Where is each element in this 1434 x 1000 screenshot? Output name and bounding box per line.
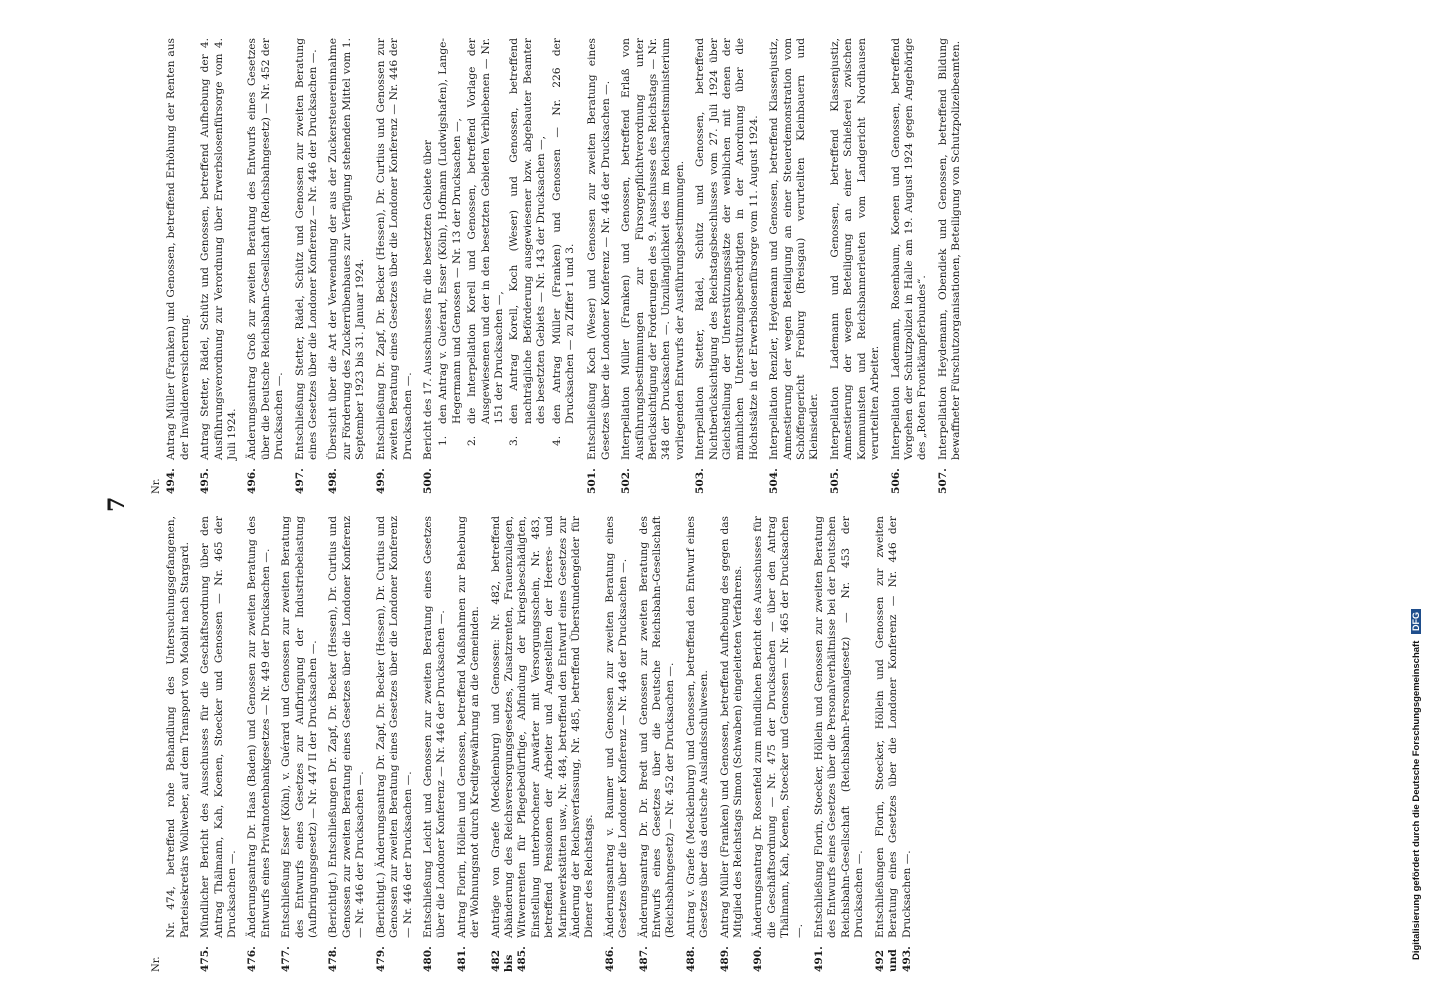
entry-text: Entschließung Stetter, Rädel, Schütz und Genossen zur zweiten Beratung eines Gesetzes über die Londoner Konferenz — Nr. 446 der Drucksachen —. xyxy=(293,38,320,460)
list-item xyxy=(165,38,192,494)
entry-number: 502. xyxy=(620,468,633,494)
list-item xyxy=(327,38,367,494)
list-item xyxy=(874,516,914,972)
list-item xyxy=(327,516,367,972)
entry-number: 495. xyxy=(199,468,212,494)
entry-number: 500. xyxy=(421,468,434,494)
entry-text: Nr. 474, betreffend rohe Behandlung des Untersuchungsgefangenen, Parteisekretärs Wollweber, auf dem Transport von Moabit nach Stargard. xyxy=(165,516,191,938)
entry-text: Bericht des 17. Ausschusses für die besetzten Gebiete über xyxy=(421,139,434,460)
entry-text: Übersicht über die Art der Verwendung der aus der Zuckersteuereinnahme zur Förderung des Zuckerrübenbaues zur Verfügung stehenden Mittel vom 1. September 1923 bis 31. Januar 1924. xyxy=(327,38,367,460)
entry-text: Antrag v. Graefe (Mecklenburg) und Genossen, betreffend den Entwurf eines Gesetzes über das deutsche Auslandsschulwesen. xyxy=(684,516,711,938)
list-item xyxy=(422,38,579,494)
entry-text: Änderungsantrag Groß zur zweiten Beratung des Entwurfs eines Gesetzes über die Deutsche Reichsbahn-Gesellschaft (Reichsbahngesetz) — Nr. 452 der Drucksachen —. xyxy=(246,38,286,460)
list-item xyxy=(294,38,321,494)
entry-number: 477. xyxy=(280,946,293,972)
sub-item-text: den Antrag v. Guérard, Esser (Köln), Hofmann (Ludwigshafen), Lange-Hegermann und Genossen — Nr. 13 der Drucksachen —, xyxy=(437,38,463,424)
entry-text: (Berichtigt.) Änderungsantrag Dr. Zapf, Dr. Becker (Hessen), Dr. Curtius und Genossen zur zweiten Beratung eines Gesetzes über die Londoner Konferenz — Nr. 446 der Drucksachen —. xyxy=(374,516,414,938)
entry-body xyxy=(937,38,964,460)
entry-body xyxy=(638,516,678,938)
entry-body xyxy=(375,516,415,938)
entry-text: Antrag Stetter, Rädel, Schütz und Genossen, betreffend Aufhebung der 4. Ausführungsverordnung zur Verordnung über Erwerbslosenfürsorge vom 4. Juli 1924. xyxy=(199,38,239,460)
entry-number: 506. xyxy=(889,468,902,494)
entry-number: 501. xyxy=(586,468,599,494)
entry-body xyxy=(752,516,806,938)
left-entry-list xyxy=(165,516,914,972)
entry-number: 476. xyxy=(246,946,259,972)
entry-text: Entschließungen Florin, Stoecker, Höllein und Genossen zur zweiten Beratung eines Gesetzes über die Londoner Konferenz — Nr. 446 der Drucksachen —. xyxy=(873,516,913,938)
right-entry-list xyxy=(165,38,963,494)
entry-number: 487. xyxy=(637,946,650,972)
entry-number: 482 bis 485. xyxy=(489,946,529,972)
entry-text: Interpellation Lademann und Genossen, betreffend Klassenjustiz, Amnestierung der wegen Beteiligung an einer Schießerei zwischen Kommunisten und Reichsbannerleuten vom Landgericht Nordhausen verurteilten Arbeiter. xyxy=(828,38,882,460)
list-item xyxy=(620,38,687,494)
entry-body xyxy=(422,516,449,938)
entry-number: 498. xyxy=(327,468,340,494)
list-item xyxy=(199,516,239,972)
entry-body xyxy=(294,38,321,460)
list-item xyxy=(422,516,449,972)
sub-item-text: den Antrag Müller (Franken) und Genossen — Nr. 226 der Drucksachen — zu Ziffer 1 und 3. xyxy=(550,38,576,424)
list-item xyxy=(813,516,867,972)
entry-number: 490. xyxy=(752,946,765,972)
page-content xyxy=(150,37,1350,972)
entry-text: Änderungsantrag Dr. Dr. Bredt und Genossen zur zweiten Beratung des Entwurfs eines Gesetzes über die Deutsche Reichsbahn-Gesellschaft (Reichsbahngesetz) — Nr. 452 der Drucksachen —. xyxy=(637,516,677,938)
entry-body xyxy=(422,38,579,460)
entry-body xyxy=(874,516,914,938)
sub-item xyxy=(437,38,464,446)
entry-number: 481. xyxy=(455,946,468,972)
entry-text: Änderungsantrag Dr. Rosenfeld zum mündlichen Bericht des Ausschusses für die Geschäftsordnung — Nr. 475 der Drucksachen — über den Antrag Thälmann, Kah, Koenen, Stoecker und Genossen — Nr. 465 der Drucksachen —. xyxy=(752,516,805,938)
entry-number xyxy=(165,938,192,972)
sub-item xyxy=(508,38,548,446)
sub-item-number: 4. xyxy=(550,435,563,446)
list-item xyxy=(375,516,415,972)
entry-text: Entschließung Esser (Köln), v. Guérard und Genossen zur zweiten Beratung des Entwurfs eines Gesetzes zur Aufbringung der Industriebelastung (Aufbringungsgesetz) — Nr. 447 II der Drucksachen —. xyxy=(280,516,320,938)
entry-body xyxy=(246,516,273,938)
entry-body xyxy=(165,38,192,460)
entry-text: Entschließung Florin, Stoecker, Höllein und Genossen zur zweiten Beratung des Entwurfs eines Gesetzes über die Personalverhältnisse bei der Deutschen Reichsbahn-Gesellschaft (Reichsbahn-Personalgesetz) — Nr. 453 der Drucksachen —. xyxy=(813,516,866,938)
entry-number: 496. xyxy=(246,468,259,494)
list-item xyxy=(638,516,678,972)
left-column xyxy=(150,516,921,972)
entry-number: 507. xyxy=(936,468,949,494)
sub-item-text: den Antrag Korell, Koch (Weser) und Genossen, betreffend nachträgliche Beförderung ausgewiesener bzw. abgebauter Beamter des besetzten Gebiets — Nr. 143 der Drucksachen —, xyxy=(508,38,548,424)
entry-body xyxy=(685,516,712,938)
right-column xyxy=(150,38,971,494)
list-item xyxy=(752,516,806,972)
list-item xyxy=(829,38,883,494)
entry-body xyxy=(604,516,631,938)
credit-text: Digitalisierung gefördert durch die Deutsche Forschungsgemeinschaft xyxy=(1411,640,1422,960)
sub-item-number: 1. xyxy=(437,435,450,446)
sub-item-text: die Interpellation Korell und Genossen, betreffend Vorlage der Ausgewiesenen und der in den besetzten Gebieten Verbliebenen — Nr. 151 der Drucksachen —, xyxy=(466,38,505,424)
entry-body xyxy=(620,38,687,460)
entry-text: Entschließung Dr. Zapf, Dr. Becker (Hessen), Dr. Curtius und Genossen zur zweiten Beratung eines Gesetzes über die Londoner Konferenz — Nr. 446 der Drucksachen —. xyxy=(374,38,414,460)
list-item xyxy=(685,516,712,972)
entry-number: 505. xyxy=(828,468,841,494)
entry-text: Entschließung Leicht und Genossen zur zweiten Beratung eines Gesetzes über die Londoner Konferenz — Nr. 446 der Drucksachen —. xyxy=(421,516,448,938)
list-item xyxy=(199,38,239,494)
entry-number: 488. xyxy=(684,946,697,972)
sub-item-number: 3. xyxy=(508,435,521,446)
entry-number: 486. xyxy=(603,946,616,972)
list-item xyxy=(937,38,964,494)
entry-text: Interpellation Renzler, Heydemann und Genossen, betreffend Klassenjustiz, Amnestierung der wegen Beteiligung an einer Steuerdemonstration vom Schöffengericht Freiburg (Breisgau) verurteilten Kleinbauern und Kleinsiedler. xyxy=(768,38,821,460)
entry-body xyxy=(813,516,867,938)
entry-body xyxy=(719,516,746,938)
entry-body xyxy=(586,38,613,460)
list-item xyxy=(246,38,286,494)
entry-body xyxy=(199,38,239,460)
list-item xyxy=(890,38,930,494)
list-item xyxy=(768,38,822,494)
entry-text: Änderungsantrag v. Raumer und Genossen zur zweiten Beratung eines Gesetzes über die Londoner Konferenz — Nr. 446 der Drucksachen —. xyxy=(603,516,630,938)
list-item xyxy=(165,516,192,972)
entry-body xyxy=(246,38,286,460)
entry-text: Mündlicher Bericht des Ausschusses für die Geschäftsordnung über den Antrag Thälmann, Kah, Koenen, Stoecker und Genossen — Nr. 465 der Drucksachen —. xyxy=(199,516,239,938)
entry-number: 480. xyxy=(421,946,434,972)
entry-body xyxy=(456,516,483,938)
list-item xyxy=(456,516,483,972)
entry-body xyxy=(327,38,367,460)
entry-number: 479. xyxy=(374,946,387,972)
entry-number: 478. xyxy=(327,946,340,972)
entry-number: 489. xyxy=(718,946,731,972)
entry-number: 504. xyxy=(768,468,781,494)
entry-body xyxy=(829,38,883,460)
page-number: 7 xyxy=(104,496,130,512)
entry-number: 497. xyxy=(293,468,306,494)
entry-body xyxy=(375,38,415,460)
entry-text: Antrag Florin, Höllein und Genossen, betreffend Maßnahmen zur Behebung der Wohnungsnot durch Kreditgewährung an die Gemeinden. xyxy=(455,516,482,938)
entry-body xyxy=(694,38,761,460)
sub-item xyxy=(551,38,578,446)
entry-body xyxy=(890,38,930,460)
list-item xyxy=(586,38,613,494)
entry-number: 492 und 493. xyxy=(873,946,913,972)
list-item xyxy=(280,516,320,972)
entry-number: 494. xyxy=(165,468,178,494)
entry-body xyxy=(490,516,597,938)
dfg-logo: DFG xyxy=(1411,609,1421,634)
entry-text: (Berichtigt.) Entschließungen Dr. Zapf, Dr. Becker (Hessen), Dr. Curtius und Genossen zur zweiten Beratung eines Gesetzes über die Londoner Konferenz — Nr. 446 der Drucksachen —. xyxy=(327,516,367,938)
entry-text: Antrag Müller (Franken) und Genossen, betreffend Erhöhung der Renten aus der Invalidenversicherung. xyxy=(165,38,191,460)
entry-body xyxy=(768,38,822,460)
list-item xyxy=(719,516,746,972)
entry-text: Interpellation Lademann, Rosenbaum, Koenen und Genossen, betreffend Vorgehen der Schutzpolizei in Halle am 19. August 1924 gegen Angehörige des „Roten Frontkämpferbundes“. xyxy=(889,38,929,460)
list-item xyxy=(694,38,761,494)
entry-number: 503. xyxy=(694,468,707,494)
sub-item xyxy=(466,38,506,446)
list-item xyxy=(490,516,597,972)
entry-number: 491. xyxy=(813,946,826,972)
entry-text: Interpellation Stetter, Rädel, Schütz und Genossen, betreffend Nichtberücksichtigung des Reichstagsbeschlusses vom 27. Juli 1924 über Gleichstellung der Unterstützungssätze der weiblichen mit denen der männlichen Unterstützungsberechtigten in der Anordnung über die Höchstsätze in der Erwerbslosenfürsorge vom 11. August 1924. xyxy=(694,38,760,460)
entry-body xyxy=(280,516,320,938)
digitization-credit xyxy=(1411,609,1422,960)
entry-text: Interpellation Müller (Franken) und Genossen, betreffend Erlaß von Ausführungsbestimmungen zur Fürsorgepflichtverordnung unter Berücksichtigung der Forderungen des 9. Ausschusses des Reichstags — Nr. 348 der Drucksachen —. Unzulänglichkeit des im Reichsarbeitsministerium vorliegenden Entwurfs der Ausführungsbestimmungen. xyxy=(620,38,686,460)
entry-body xyxy=(165,516,192,938)
list-item xyxy=(604,516,631,972)
sub-item-number: 2. xyxy=(466,435,479,446)
entry-text: Änderungsantrag Dr. Haas (Baden) und Genossen zur zweiten Beratung des Entwurfs eines Privatnotenbankgesetzes — Nr. 449 der Drucksachen —. xyxy=(246,516,272,938)
entry-text: Entschließung Koch (Weser) und Genossen zur zweiten Beratung eines Gesetzes über die Londoner Konferenz — Nr. 446 der Drucksachen —. xyxy=(586,38,612,460)
list-item xyxy=(375,38,415,494)
left-column-head: Nr. xyxy=(151,956,162,972)
entry-body xyxy=(199,516,239,938)
entry-text: Antrag Müller (Franken) und Genossen, betreffend Aufhebung des gegen das Mitglied des Reichstags Simon (Schwaben) eingeleiteten Verfahrens. xyxy=(718,516,745,938)
entry-text: Interpellation Heydemann, Obendiek und Genossen, betreffend Bildung bewaffneter Fürschutzorganisationen, Beteiligung von Schutzpolizeibeamten. xyxy=(936,38,963,460)
entry-body xyxy=(327,516,367,938)
list-item xyxy=(246,516,273,972)
entry-number: 499. xyxy=(374,468,387,494)
right-column-head: Nr. xyxy=(151,478,162,494)
entry-text: Anträge von Graefe (Mecklenburg) und Genossen: Nr. 482, betreffend Abänderung des Reichsversorgungsgesetzes, Zusatzrenten, Frauenzulagen, Witwenrenten für Pflegebedürftige, Abfindung der kriegsbeschädigten, Einstellung unterbrochener Anwärter mit Versorgungsschein, Nr. 483, betreffend Pensionen der Arbeiter und Angestellten der Heeres- und Marinewerkstätten usw., Nr. 484, betreffend den Entwurf eines Gesetzes zur Änderung der Reichsverfassung, Nr. 485, betreffend Überstundengelder für Diener des Reichstags. xyxy=(489,516,596,938)
entry-number: 475. xyxy=(199,946,212,972)
